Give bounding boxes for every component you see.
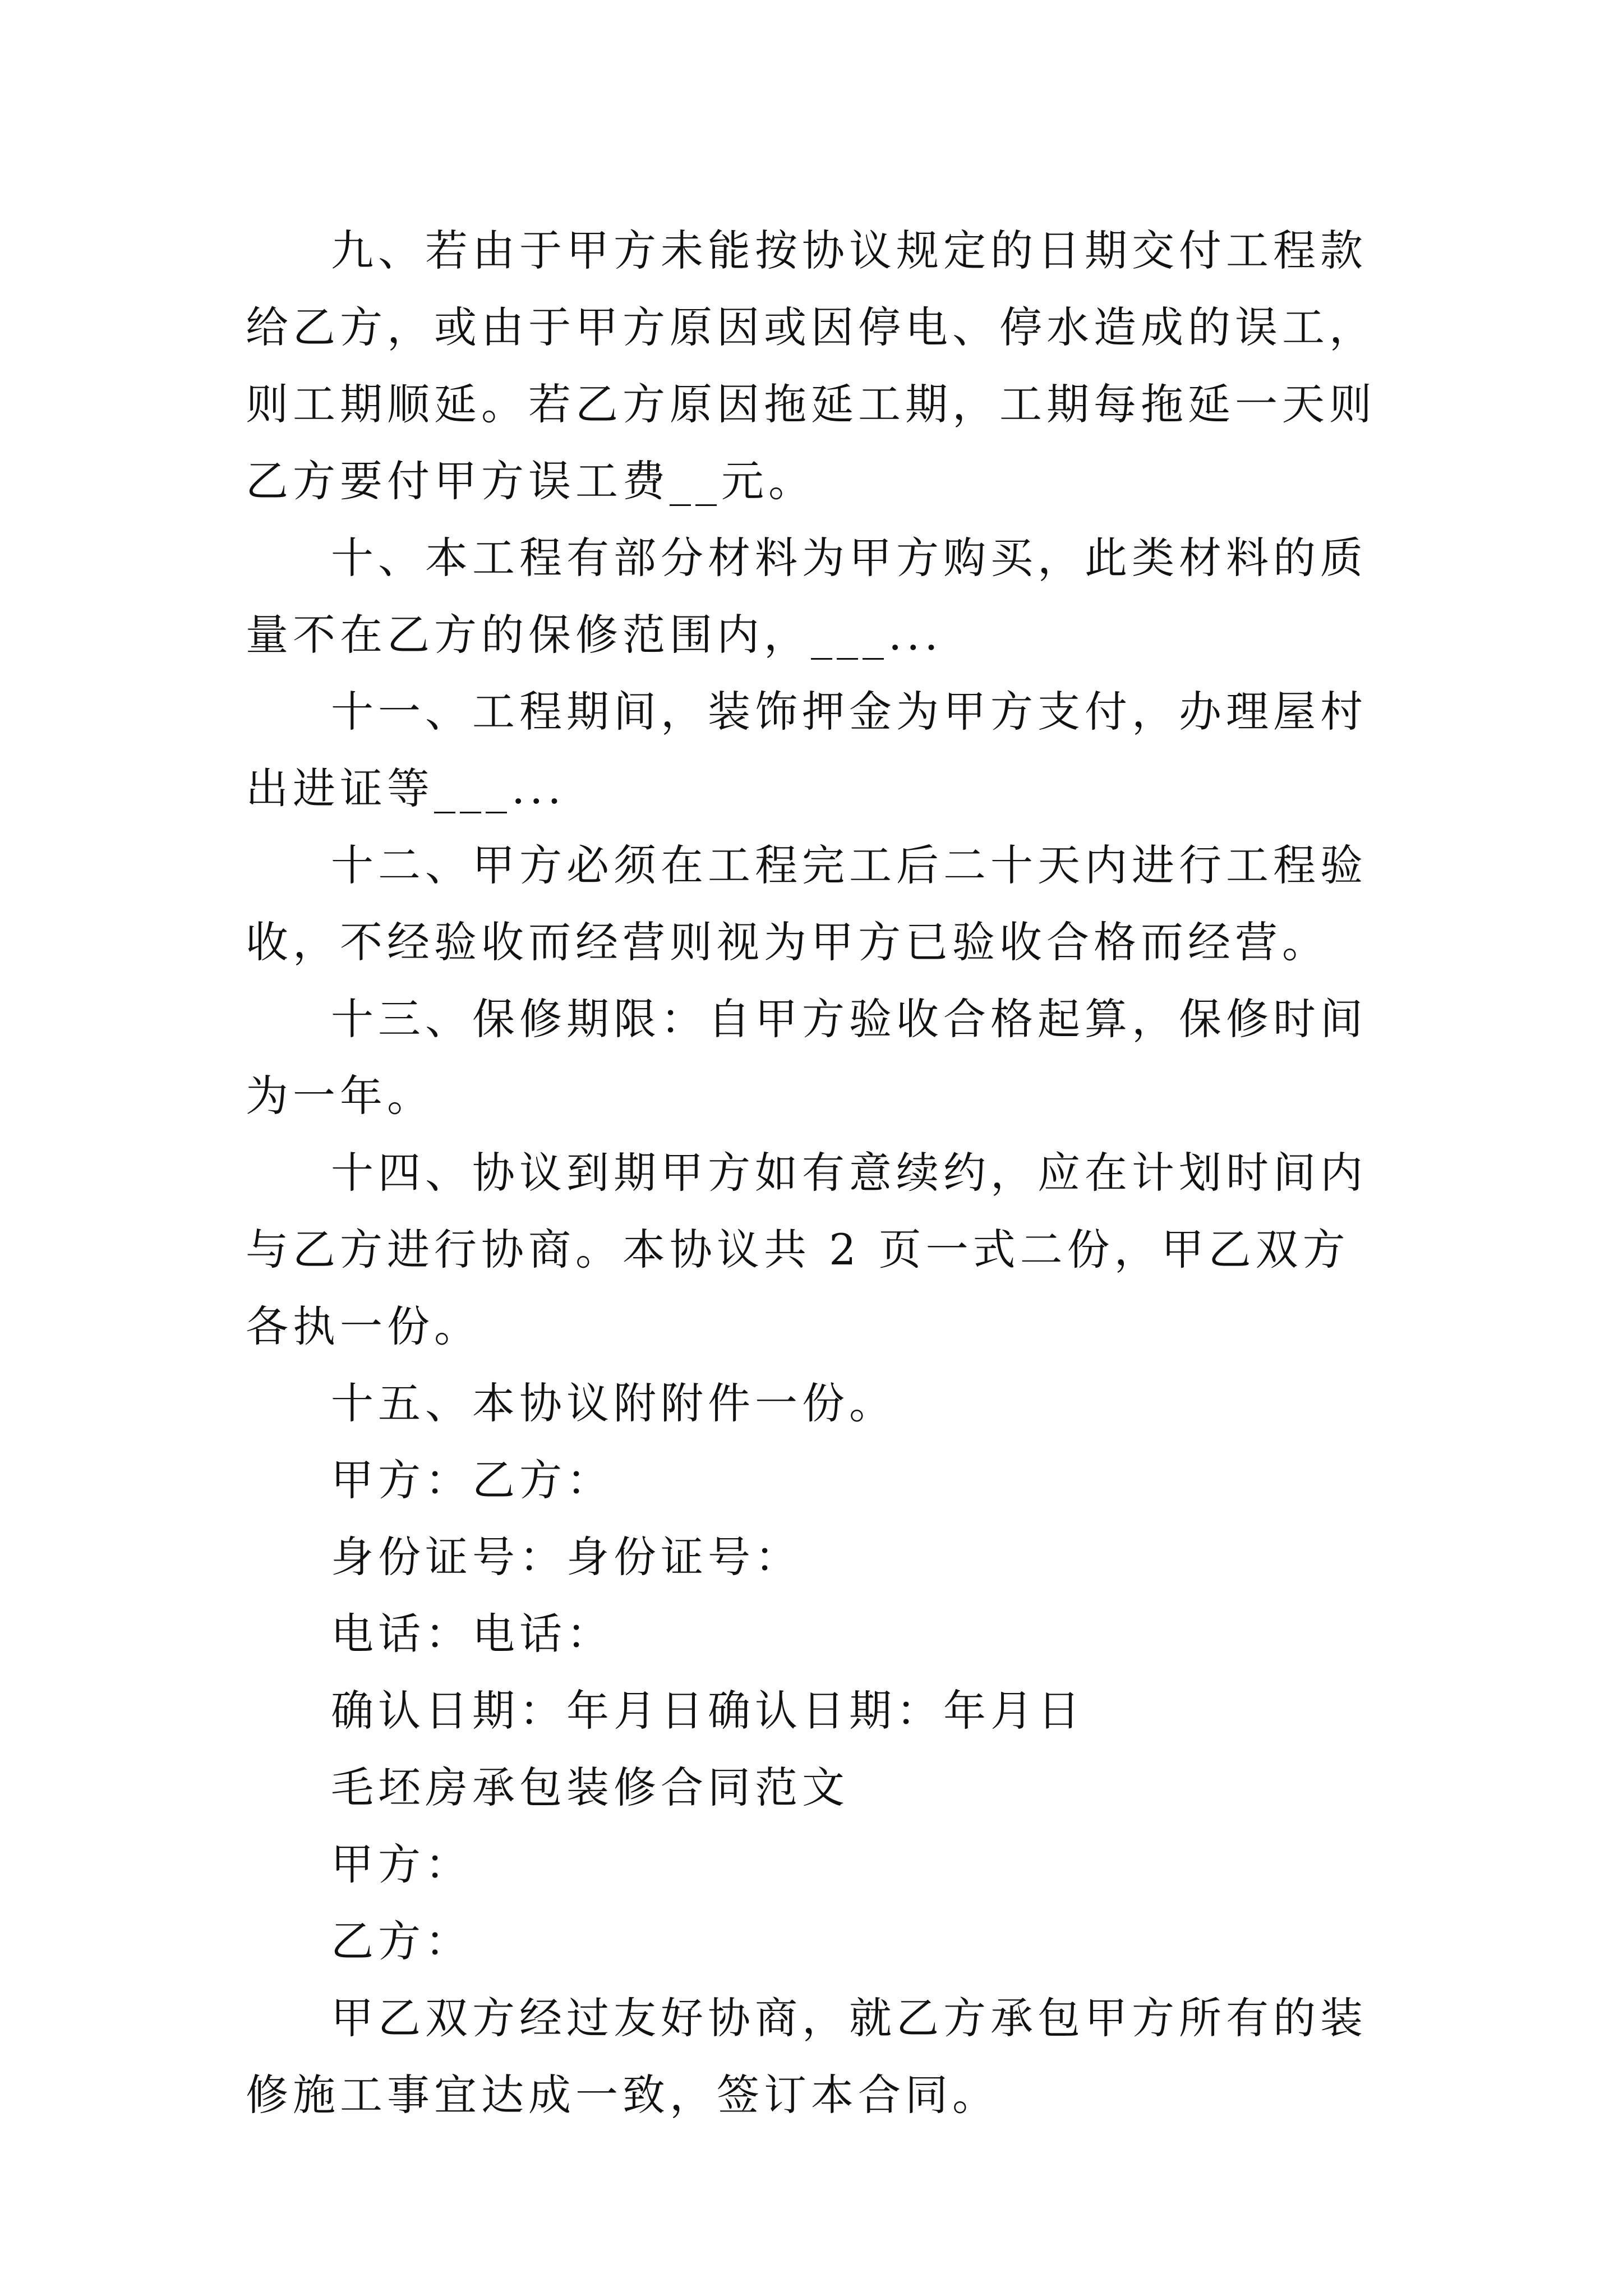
clause-14: 十四、协议到期甲方如有意续约，应在计划时间内与乙方进行协商。本协议共 2 页一式二份，甲乙双方各执一份。: [246, 1148, 1367, 1351]
signature-phones: 电话：电话：: [331, 1609, 614, 1659]
clause-9: 九、若由于甲方未能按协议规定的日期交付工程款给乙方，或由于甲方原因或因停电、停水造成的误工，则工期顺延。若乙方原因拖延工期，工期每拖延一天则乙方要付甲方误工费__元。: [246, 226, 1376, 506]
signature-id-numbers: 身份证号：身份证号：: [331, 1532, 802, 1582]
clause-10: 十、本工程有部分材料为甲方购买，此类材料的质量不在乙方的保修范围内，___...: [246, 533, 1367, 660]
signature-parties: 甲方：乙方：: [331, 1455, 614, 1505]
signature-dates: 确认日期：年月日确认日期：年月日: [331, 1686, 1085, 1736]
party-b-label: 乙方：: [331, 1916, 472, 1966]
clause-12: 十二、甲方必须在工程完工后二十天内进行工程验收，不经验收而经营则视为甲方已验收合格而经营。: [246, 840, 1367, 967]
document-body: [246, 212, 1378, 2133]
clause-15: 十五、本协议附附件一份。: [331, 1378, 896, 1428]
agreement-intro: 甲乙双方经过友好协商，就乙方承包甲方所有的装修施工事宜达成一致，签订本合同。: [246, 1993, 1367, 2120]
clause-13: 十三、保修期限：自甲方验收合格起算，保修时间为一年。: [246, 994, 1367, 1121]
clause-11: 十一、工程期间，装饰押金为甲方支付，办理屋村出进证等___...: [246, 687, 1367, 813]
party-a-label: 甲方：: [331, 1839, 472, 1889]
second-contract-title: 毛坯房承包装修合同范文: [331, 1763, 849, 1812]
